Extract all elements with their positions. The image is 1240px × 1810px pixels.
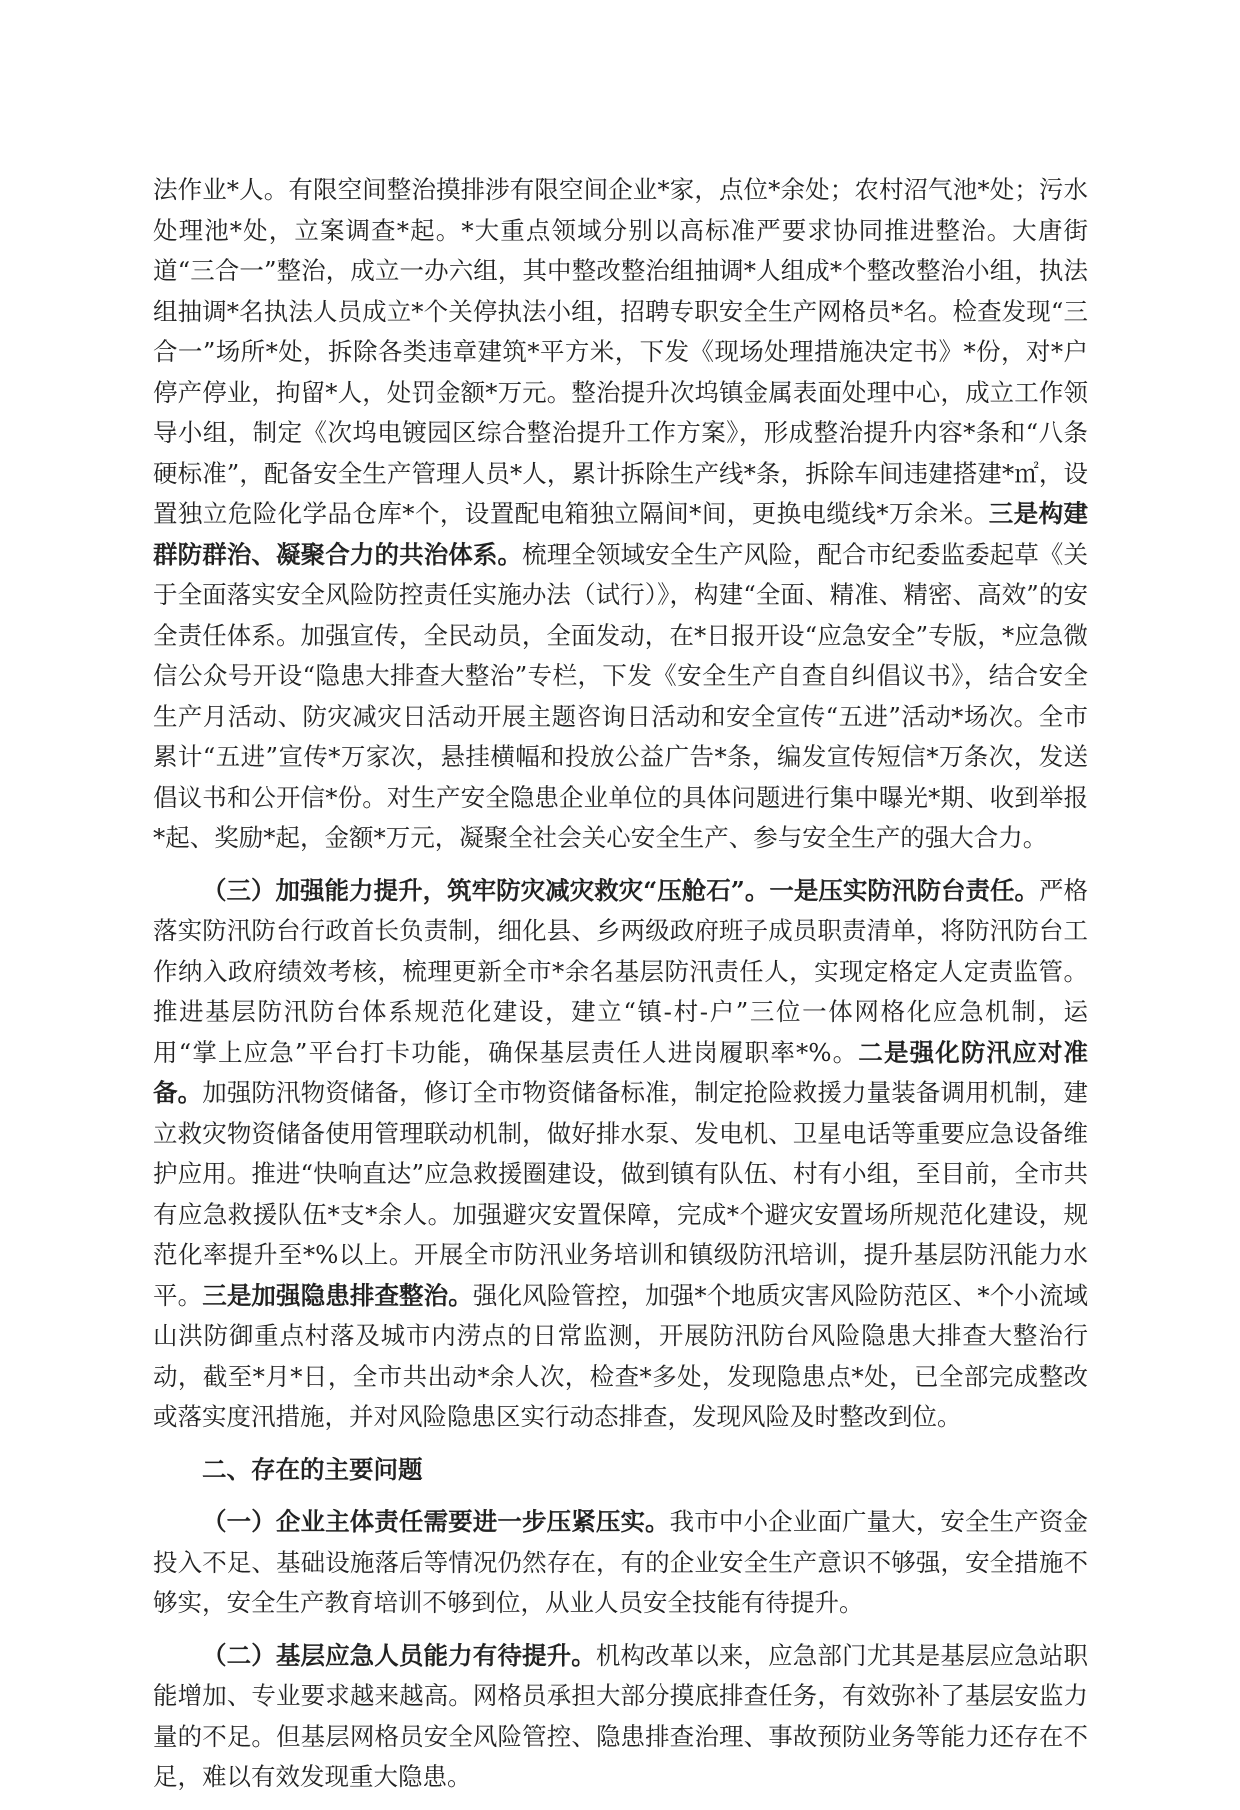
paragraph-governance-measures (153, 170, 1088, 859)
bold-lead-phrase: 三是构建群防群治、凝聚合力的共治体系。 (153, 499, 1089, 569)
paragraph-text: 严格落实防汛防台行政首长负责制，细化县、乡两级政府班子成员职责清单，将防汛防台工作纳入政府绩效考核，梳理更新全市*余名基层防汛责任人，实现定格定人定责监管。推进基层防汛防台体系规范化建设，建立“镇-村-户”三位一体网格化应急机制，运用“掌上应急”平台打卡功能，确保基层责任人进岗履职率*%。 (153, 875, 1088, 1067)
bold-lead-phrase: 三是加强隐患排查整治。 (202, 1280, 473, 1310)
paragraph-enterprise-responsibility (153, 1502, 1088, 1624)
paragraph-text: 加强防汛物资储备，修订全市物资储备标准，制定抢险救援力量装备调用机制，建立救灾物资储备使用管理联动机制，做好排水泵、发电机、卫星电话等重要应急设备维护应用。推进“快响直达”应急救援圈建设，做到镇有队伍、村有小组，至目前，全市共有应急救援队伍*支*余人。加强避灾安置保障，完成*个避灾安置场所规范化建设，规范化率提升至*%以上。开展全市防汛业务培训和镇级防汛培训，提升基层防汛能力水平。 (153, 1078, 1088, 1310)
bold-lead-phrase: （一）企业主体责任需要进一步压紧压实。 (202, 1507, 670, 1536)
paragraph-text: 强化风险管控，加强*个地质灾害风险防范区、*个小流域山洪防御重点村落及城市内涝点的日常监测，开展防汛防台风险隐患大排查大整治行动，截至*月*日，全市共出动*余人次，检查*多处，发现隐患点*处，已全部完成整改或落实度汛措施，并对风险隐患区实行动态排查，发现风险及时整改到位。 (153, 1280, 1089, 1431)
bold-lead-phrase: 二是强化防汛应对准备。 (153, 1037, 1089, 1107)
paragraph-text: 梳理全领域安全生产风险，配合市纪委监委起草《关于全面落实安全风险防控责任实施办法（试行）》，构建“全面、精准、精密、高效”的安全责任体系。加强宣传，全民动员，全面发动，在*日报开设“应急安全”专版，*应急微信公众号开设“隐患大排查大整治”专栏，下发《安全生产自查自纠倡议书》，结合安全生产月活动、防灾减灾日活动开展主题咨询日活动和安全宣传“五进”活动*场次。全市累计“五进”宣传*万家次，悬挂横幅和投放公益广告*条，编发宣传短信*万条次，发送倡议书和公开信*份。对生产安全隐患企业单位的具体问题进行集中曝光*期、收到举报*起、奖励*起，金额*万元，凝聚全社会关心安全生产、参与安全生产的强大合力。 (153, 539, 1089, 852)
paragraph-text: 机构改革以来，应急部门尤其是基层应急站职能增加、专业要求越来越高。网格员承担大部分摸底排查任务，有效弥补了基层安监力量的不足。但基层网格员安全风险管控、隐患排查治理、事故预防业务等能力还存在不足，难以有效发现重大隐患。 (153, 1640, 1088, 1791)
paragraph-capacity-building (153, 871, 1088, 1438)
paragraph-text: 我市中小企业面广量大，安全生产资金投入不足、基础设施落后等情况仍然存在，有的企业安全生产意识不够强，安全措施不够实，安全生产教育培训不够到位，从业人员安全技能有待提升。 (153, 1507, 1088, 1617)
bold-lead-phrase: （三）加强能力提升，筑牢防灾减灾救灾“压舱石”。一是压实防汛防台责任。 (202, 875, 1039, 905)
paragraph-grassroots-capacity (153, 1636, 1088, 1798)
paragraph-text: 法作业*人。有限空间整治摸排涉有限空间企业*家，点位*余处；农村沼气池*处；污水处理池*处，立案调查*起。*大重点领域分别以高标准严要求协同推进整治。大唐街道“三合一”整治，成立一办六组，其中整改整治组抽调*人组成*个整改整治小组，执法组抽调*名执法人员成立*个关停执法小组，招聘专职安全生产网格员*名。检查发现“三合一”场所*处，拆除各类违章建筑*平方米，下发《现场处理措施决定书》*份，对*户停产停业，拘留*人，处罚金额*万元。整治提升次坞镇金属表面处理中心，成立工作领导小组，制定《次坞电镀园区综合整治提升工作方案》，形成整治提升内容*条和“八条硬标准”，配备安全生产管理人员*人，累计拆除生产线*条，拆除车间违建搭建*㎡，设置独立危险化学品仓库*个，设置配电箱独立隔间*间，更换电缆线*万余米。 (153, 175, 1088, 528)
document-page (153, 170, 1088, 1810)
section-heading-main-problems: 二、存在的主要问题 (202, 1454, 423, 1484)
bold-lead-phrase: （二）基层应急人员能力有待提升。 (202, 1640, 596, 1670)
